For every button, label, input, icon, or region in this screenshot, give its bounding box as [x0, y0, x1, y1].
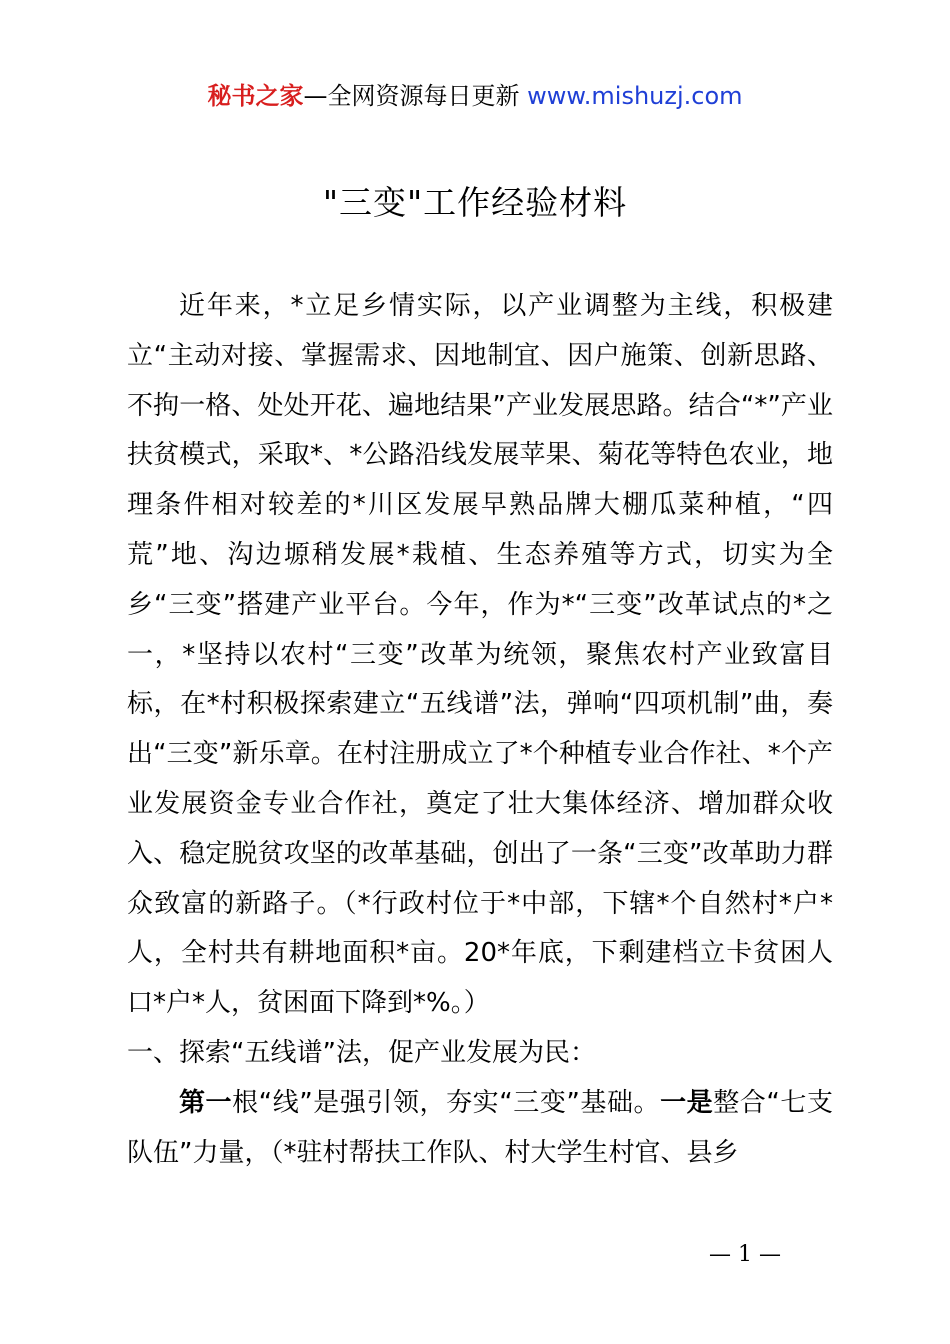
- site-tagline: —全网资源每日更新: [303, 82, 528, 110]
- document-body: [127, 282, 833, 1178]
- site-header: [0, 78, 950, 114]
- document-title: "三变"工作经验材料: [322, 183, 628, 222]
- emphasis-first: 第一: [179, 1087, 233, 1118]
- emphasis-item-one: 一是: [660, 1087, 714, 1118]
- intro-paragraph: 近年来，*立足乡情实际，以产业调整为主线，积极建立“主动对接、掌握需求、因地制宜、因户施策、创新思路、不拘一格、处处开花、遍地结果”产业发展思路。结合“*”产业扶贫模式，采取*、*公路沿线发展苹果、菊花等特色农业，地理条件相对较差的*川区发展早熟品牌大棚瓜菜种植，“四荒”地、沟边塬稍发展*栽植、生态养殖等方式，切实为全乡“三变”搭建产业平台。今年，作为*“三变”改革试点的*之一，*坚持以农村“三变”改革为统领，聚焦农村产业致富目标，在*村积极探索建立“五线谱”法，弹响“四项机制”曲，奏出“三变”新乐章。在村注册成立了*个种植专业合作社、*个产业发展资金专业合作社，奠定了壮大集体经济、增加群众收入、稳定脱贫攻坚的改革基础，创出了一条“三变”改革助力群众致富的新路子。（*行政村位于*中部，下辖*个自然村*户*人，全村共有耕地面积*亩。20*年底，下剩建档立卡贫困人口*户*人，贫困面下降到*%。）: [127, 291, 833, 1019]
- paragraph-text: 根“线”是强引领，夯实“三变”基础。: [232, 1087, 661, 1118]
- paragraph-text: 整合“七支队伍”力量，（*驻村帮扶工作队、村大学生村官、县乡: [127, 1087, 833, 1168]
- site-brand: 秘书之家: [207, 82, 304, 110]
- section-1-paragraph: [127, 1079, 833, 1179]
- site-url-link[interactable]: www.mishuzj.com: [527, 82, 743, 110]
- section-heading-1: 一、探索“五线谱”法，促产业发展为民：: [127, 1037, 596, 1068]
- page-number: — 1 —: [709, 1242, 781, 1267]
